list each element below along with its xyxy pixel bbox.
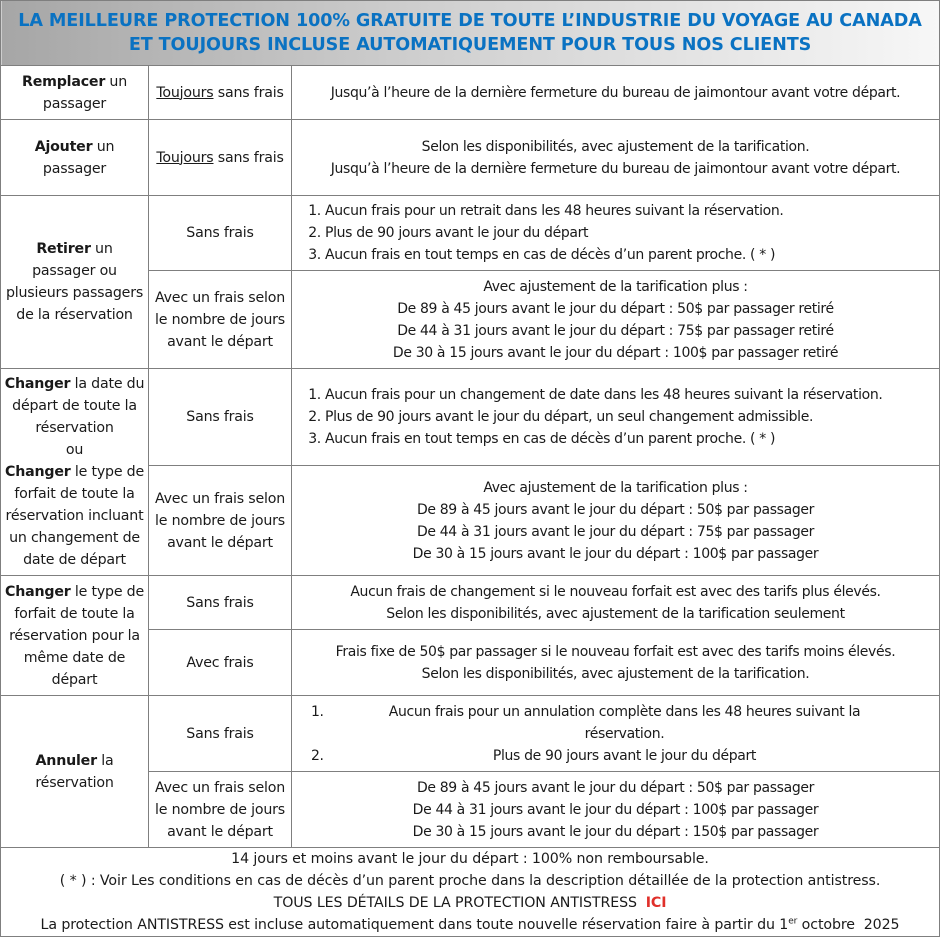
fee-type: Avec un frais selon le nombre de jours avant le départ xyxy=(149,466,292,576)
action-or: ou xyxy=(65,442,84,458)
action-verb: Changer xyxy=(4,376,71,392)
desc-line: De 89 à 45 jours avant le jour du départ : 50$ par passager xyxy=(416,779,815,796)
condition-description xyxy=(292,576,940,630)
fee-type: Sans frais xyxy=(149,196,292,271)
action-text: un passager ou plusieurs passagers de la réservation xyxy=(5,241,144,323)
desc-line: Selon les disponibilités, avec ajustement de la tarification. xyxy=(421,138,810,155)
desc-line: De 30 à 15 jours avant le jour du départ : 100$ par passager xyxy=(412,545,819,562)
fee-type: Sans frais xyxy=(149,369,292,466)
list-number: 2. xyxy=(311,747,324,764)
effective-text: La protection ANTISTRESS est incluse automatiquement dans toute nouvelle réservation faire à partir du 1 xyxy=(40,917,789,933)
action-text: le type de forfait de toute la réservation pour la même date de départ xyxy=(9,583,144,688)
fee-type: Sans frais xyxy=(149,576,292,630)
title-line-2: ET TOUJOURS INCLUSE AUTOMATIQUEMENT POUR TOUS NOS CLIENTS xyxy=(128,35,812,55)
conditions-list xyxy=(295,384,936,450)
list-item xyxy=(295,701,936,745)
fee-type: Sans frais xyxy=(149,696,292,772)
header-row xyxy=(1,1,940,66)
list-item: 3. Aucun frais en tout temps en cas de décès d’un parent proche. ( * ) xyxy=(325,244,936,266)
action-replace xyxy=(1,66,149,120)
action-verb: Ajouter xyxy=(34,138,93,155)
list-number: 1. xyxy=(311,703,324,720)
conditions-list xyxy=(295,701,936,767)
list-item: 1. Aucun frais pour un retrait dans les 48 heures suivant la réservation. xyxy=(325,200,936,222)
fee-text: sans frais xyxy=(213,149,284,166)
desc-line: De 44 à 31 jours avant le jour du départ : 75$ par passager xyxy=(416,523,815,540)
table-row xyxy=(1,120,940,196)
action-verb: Retirer xyxy=(36,241,91,257)
desc-line: Avec ajustement de la tarification plus : xyxy=(483,278,748,295)
condition-description xyxy=(292,696,940,772)
list-item: 2. Plus de 90 jours avant le jour du départ, un seul changement admissible. xyxy=(325,406,936,428)
table-row xyxy=(1,696,940,772)
action-change-date xyxy=(1,369,149,576)
list-item: 3. Aucun frais en tout temps en cas de décès d’un parent proche. ( * ) xyxy=(325,428,936,450)
footer-non-refundable: 14 jours et moins avant le jour du départ : 100% non remboursable. xyxy=(231,851,709,867)
table-row xyxy=(1,66,940,120)
list-text: Plus de 90 jours avant le jour du départ xyxy=(492,747,757,764)
details-link[interactable]: ICI xyxy=(645,895,667,911)
desc-line: Frais fixe de 50$ par passager si le nouveau forfait est avec des tarifs moins élevés. xyxy=(335,643,896,660)
condition-description xyxy=(292,271,940,369)
table-title xyxy=(1,1,940,66)
desc-line: De 30 à 15 jours avant le jour du départ : 150$ par passager xyxy=(412,823,819,840)
action-text: un passager xyxy=(42,73,128,112)
fee-type xyxy=(149,120,292,196)
list-text: Aucun frais pour un annulation complète dans les 48 heures suivant la réservation. xyxy=(388,703,861,742)
desc-line: De 89 à 45 jours avant le jour du départ : 50$ par passager xyxy=(416,501,815,518)
fee-text: sans frais xyxy=(213,84,284,101)
action-verb: Remplacer xyxy=(21,73,106,90)
action-remove xyxy=(1,196,149,369)
action-verb: Annuler xyxy=(35,752,97,769)
action-verb: Changer xyxy=(5,464,71,480)
list-item: 2. Plus de 90 jours avant le jour du départ xyxy=(325,222,936,244)
desc-line: Jusqu’à l’heure de la dernière fermeture du bureau de jaimontour avant votre départ. xyxy=(330,160,901,177)
desc-line: Selon les disponibilités, avec ajustement de la tarification. xyxy=(421,665,810,682)
table-row xyxy=(1,196,940,271)
footer-bereavement-note: ( * ) : Voir Les conditions en cas de décès d’un parent proche dans la description détaillée de la protection antistress. xyxy=(59,873,881,889)
fee-type xyxy=(149,66,292,120)
condition-description xyxy=(292,630,940,696)
desc-line: De 30 à 15 jours avant le jour du départ : 100$ par passager retiré xyxy=(392,344,839,361)
footer-details-text: TOUS LES DÉTAILS DE LA PROTECTION ANTISTRESS xyxy=(273,895,646,911)
action-verb: Changer xyxy=(5,583,71,600)
condition-description: Jusqu’à l’heure de la dernière fermeture du bureau de jaimontour avant votre départ. xyxy=(292,66,940,120)
fee-type: Avec un frais selon le nombre de jours avant le départ xyxy=(149,271,292,369)
list-item xyxy=(295,745,936,767)
footer-notes xyxy=(1,848,940,937)
fee-emphasis: Toujours xyxy=(156,84,214,101)
list-item: 1. Aucun frais pour un changement de date dans les 48 heures suivant la réservation. xyxy=(325,384,936,406)
table-row xyxy=(1,576,940,630)
desc-line: De 44 à 31 jours avant le jour du départ : 75$ par passager retiré xyxy=(397,322,834,339)
action-cancel xyxy=(1,696,149,848)
desc-line: Avec ajustement de la tarification plus : xyxy=(483,479,748,496)
condition-description xyxy=(292,772,940,848)
footer-details xyxy=(4,892,936,914)
action-change-package xyxy=(1,576,149,696)
action-text: le type de forfait de toute la réservation incluant un changement de date de départ xyxy=(5,464,144,568)
fee-type: Avec un frais selon le nombre de jours avant le départ xyxy=(149,772,292,848)
condition-description xyxy=(292,466,940,576)
footer-row xyxy=(1,848,940,937)
fee-type: Avec frais xyxy=(149,630,292,696)
desc-line: Aucun frais de changement si le nouveau forfait est avec des tarifs plus élevés. xyxy=(350,583,881,600)
footer-effective-date xyxy=(4,914,936,936)
table-row xyxy=(1,369,940,466)
condition-description xyxy=(292,120,940,196)
effective-date: octobre 2025 xyxy=(797,917,900,933)
action-text: la date du départ de toute la réservation xyxy=(12,376,145,436)
desc-line: Selon les disponibilités, avec ajustement de la tarification seulement xyxy=(386,605,845,622)
desc-line: De 89 à 45 jours avant le jour du départ : 50$ par passager retiré xyxy=(397,300,834,317)
desc-line: De 44 à 31 jours avant le jour du départ : 100$ par passager xyxy=(412,801,819,818)
conditions-list xyxy=(295,200,936,266)
action-text: un passager xyxy=(42,138,115,177)
title-line-1: LA MEILLEURE PROTECTION 100% GRATUITE DE TOUTE L’INDUSTRIE DU VOYAGE AU CANADA xyxy=(18,11,922,31)
fee-emphasis: Toujours xyxy=(156,149,214,166)
action-add xyxy=(1,120,149,196)
ordinal-suffix: er xyxy=(788,916,798,927)
condition-description xyxy=(292,369,940,466)
action-text: la réservation xyxy=(35,752,114,791)
condition-description xyxy=(292,196,940,271)
